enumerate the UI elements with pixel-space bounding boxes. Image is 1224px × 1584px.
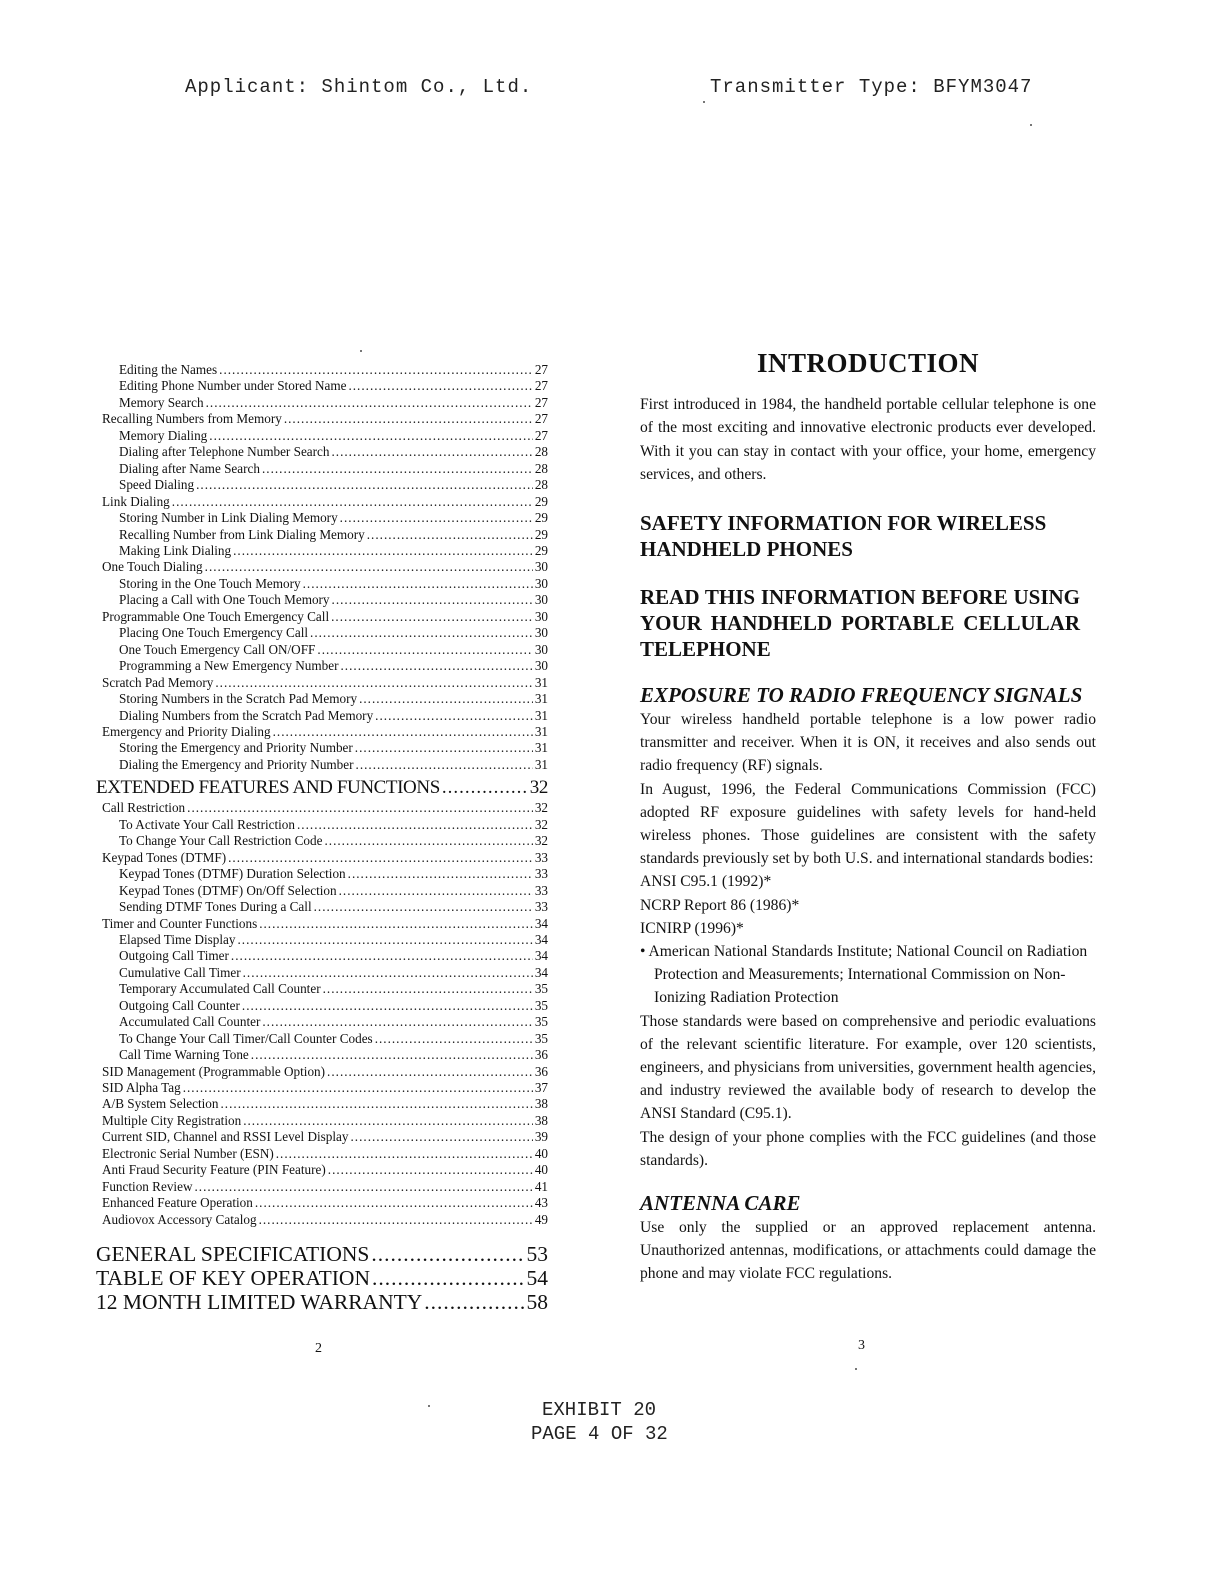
standard-ncrp: NCRP Report 86 (1986)* [640, 896, 800, 914]
toc-entry [96, 916, 548, 932]
toc-leader-dots [375, 1031, 533, 1047]
toc-entry-title: Speed Dialing [119, 477, 195, 493]
toc-entry [96, 1064, 548, 1080]
transmitter-header: Transmitter Type: BFYM3047 [710, 76, 1033, 98]
standards-footnote: • American National Standards Institute; National Council on Radiation Protection and Measurements; International Commission on Non-Ionizing Radiation Protection [640, 943, 1088, 1007]
toc-entry-title: Emergency and Priority Dialing [102, 723, 271, 739]
toc-leader-dots [310, 625, 533, 641]
toc-entry [96, 625, 548, 641]
toc-entry-title: SID Management (Programmable Option) [102, 1063, 326, 1079]
toc-entry [96, 510, 548, 526]
toc-leader-dots [348, 866, 533, 882]
toc-entry-page: 54 [526, 1266, 548, 1291]
toc-entry-page: 35 [534, 1014, 548, 1030]
introduction-column [640, 348, 1096, 1286]
toc-leader-dots [375, 708, 533, 724]
toc-entry-title: Anti Fraud Security Feature (PIN Feature) [102, 1162, 326, 1178]
toc-entry-title: Recalling Number from Link Dialing Memory [119, 526, 365, 542]
toc-entry-title: Placing a Call with One Touch Memory [119, 592, 330, 608]
toc-leader-dots [331, 609, 533, 625]
rf-paragraph-3: Those standards were based on comprehensive and periodic evaluations of the relevant scientific literature. For example, over 120 scientists, engineers, and physicians from universities, government health agencies, and industry reviewed the available body of research to develop the ANSI Standard (C95.1). [640, 1012, 1096, 1123]
toc-entry-title: Link Dialing [102, 493, 170, 509]
toc-entry [96, 1129, 548, 1145]
toc-entry-page: 31 [534, 756, 548, 772]
toc-leader-dots [351, 1129, 533, 1145]
toc-entry-title: Keypad Tones (DTMF) Duration Selection [119, 866, 346, 882]
left-page-number: 2 [315, 1341, 322, 1356]
toc-entry-page: 30 [534, 625, 548, 641]
toc-entry-title: Call Restriction [102, 800, 186, 816]
toc-entry-title: Function Review [102, 1178, 193, 1194]
toc-entry [96, 1146, 548, 1162]
toc-leader-dots [371, 1242, 524, 1266]
toc-entry [96, 817, 548, 833]
antenna-paragraph: Use only the supplied or an approved replacement antenna. Unauthorized antennas, modifications, or attachments could damage the phone and may violate FCC regulations. [640, 1219, 1096, 1283]
toc-entry-page: 33 [534, 899, 548, 915]
rf-paragraph-1: Your wireless handheld portable telephone is a low power radio transmitter and receiver. When it is ON, it receives and also sends out radio frequency (RF) signals. [640, 711, 1096, 775]
rf-paragraph-4: The design of your phone complies with the FCC guidelines (and those standards). [640, 1128, 1096, 1169]
toc-entry-page: 30 [534, 592, 548, 608]
toc-leader-dots [317, 642, 532, 658]
toc-leader-dots [314, 899, 533, 915]
toc-entry-page: 40 [534, 1162, 548, 1178]
toc-entry-page: 32 [534, 833, 548, 849]
toc-entry-page: 37 [534, 1080, 548, 1096]
toc-entry [96, 1290, 548, 1314]
toc-entry-title: Storing in the One Touch Memory [119, 575, 301, 591]
toc-leader-dots [340, 510, 533, 526]
toc-entry-page: 27 [534, 362, 548, 377]
toc-leader-dots [339, 883, 533, 899]
toc-entry [96, 592, 548, 608]
toc-entry-page: 30 [534, 575, 548, 591]
toc-leader-dots [332, 592, 533, 608]
rf-heading: EXPOSURE TO RADIO FREQUENCY SIGNALS [640, 683, 1083, 708]
toc-entry-title: Scratch Pad Memory [102, 674, 214, 690]
toc-leader-dots [194, 1179, 532, 1195]
toc-leader-dots [328, 1162, 533, 1178]
toc-entry-page: 30 [534, 559, 548, 575]
toc-entry [96, 1080, 548, 1096]
toc-leader-dots [206, 395, 533, 411]
toc-leader-dots [324, 833, 532, 849]
toc-entry-page: 30 [534, 608, 548, 624]
toc-entry-page: 28 [534, 444, 548, 460]
toc-entry [96, 1113, 548, 1129]
toc-entry-page: 32 [534, 816, 548, 832]
toc-entry [96, 494, 548, 510]
toc-entry [96, 362, 548, 378]
antenna-heading: ANTENNA CARE [640, 1191, 801, 1216]
exhibit-label: EXHIBIT 20 [542, 1399, 657, 1421]
toc-entry-page: 32 [534, 800, 548, 816]
exhibit-stamp [531, 1398, 668, 1446]
toc-entry [96, 395, 548, 411]
toc-entry-title: Recalling Numbers from Memory [102, 411, 282, 427]
toc-leader-dots [348, 378, 532, 394]
toc-leader-dots [367, 527, 533, 543]
toc-entry-title: Accumulated Call Counter [119, 1014, 261, 1030]
toc-leader-dots [231, 948, 533, 964]
toc-leader-dots [205, 559, 533, 575]
toc-entry-page: 33 [534, 866, 548, 882]
toc-entry-title: Memory Dialing [119, 427, 208, 443]
toc-entry-page: 31 [534, 707, 548, 723]
toc-entry [96, 642, 548, 658]
toc-entry [96, 965, 548, 981]
toc-entry-title: Enhanced Feature Operation [102, 1195, 253, 1211]
table-of-contents [96, 362, 548, 1314]
toc-entry-title: TABLE OF KEY OPERATION [96, 1266, 370, 1291]
toc-leader-dots [228, 850, 533, 866]
toc-leader-dots [238, 932, 533, 948]
toc-leader-dots [323, 981, 533, 997]
toc-leader-dots [372, 1266, 525, 1290]
toc-entry [96, 444, 548, 460]
toc-entry-title: Editing Phone Number under Stored Name [119, 378, 347, 394]
toc-entry [96, 833, 548, 849]
toc-entry [96, 866, 548, 882]
toc-entry-page: 39 [534, 1129, 548, 1145]
toc-leader-dots [284, 411, 533, 427]
toc-leader-dots [243, 965, 533, 981]
toc-leader-dots [219, 362, 533, 378]
toc-entry [96, 800, 548, 816]
toc-entry-page: 27 [534, 427, 548, 443]
toc-entry [96, 850, 548, 866]
toc-leader-dots [276, 1146, 533, 1162]
toc-entry [96, 1162, 548, 1178]
toc-entry-title: Dialing the Emergency and Priority Number [119, 756, 354, 772]
toc-entry-title: EXTENDED FEATURES AND FUNCTIONS [96, 777, 440, 799]
toc-entry-title: Keypad Tones (DTMF) On/Off Selection [119, 882, 337, 898]
applicant-header: Applicant: Shintom Co., Ltd. [185, 76, 533, 98]
toc-leader-dots [215, 675, 532, 691]
toc-entry [96, 1031, 548, 1047]
toc-entry-page: 36 [534, 1047, 548, 1063]
toc-entry-title: Call Time Warning Tone [119, 1047, 249, 1063]
toc-entry-page: 31 [534, 740, 548, 756]
toc-entry-page: 29 [534, 526, 548, 542]
toc-leader-dots [424, 1290, 524, 1314]
toc-leader-dots [172, 494, 533, 510]
toc-leader-dots [259, 1212, 533, 1228]
toc-entry-title: Programmable One Touch Emergency Call [102, 608, 330, 624]
toc-entry-page: 31 [534, 674, 548, 690]
toc-entry [96, 658, 548, 674]
toc-entry-title: 12 MONTH LIMITED WARRANTY [96, 1290, 423, 1315]
toc-entry-page: 49 [534, 1211, 548, 1227]
toc-entry [96, 675, 548, 691]
toc-entry [96, 1266, 548, 1290]
standard-ansi: ANSI C95.1 (1992)* [640, 873, 772, 891]
toc-entry-title: Sending DTMF Tones During a Call [119, 899, 312, 915]
toc-leader-dots [196, 477, 533, 493]
right-page-number: 3 [858, 1338, 865, 1353]
toc-leader-dots [331, 444, 532, 460]
toc-entry [96, 948, 548, 964]
safety-heading: SAFETY INFORMATION FOR WIRELESS HANDHELD PHONES [640, 511, 1047, 562]
toc-entry-title: One Touch Emergency Call ON/OFF [119, 641, 316, 657]
toc-entry-title: Cumulative Call Timer [119, 964, 241, 980]
toc-entry [96, 411, 548, 427]
toc-entry [96, 1179, 548, 1195]
toc-entry-page: 30 [534, 658, 548, 674]
toc-entry-page: 35 [534, 997, 548, 1013]
toc-entry [96, 757, 548, 773]
toc-entry-title: Memory Search [119, 394, 204, 410]
toc-entry-page: 34 [534, 915, 548, 931]
toc-entry-page: 31 [534, 723, 548, 739]
toc-entry-title: Temporary Accumulated Call Counter [119, 981, 321, 997]
toc-entry [96, 981, 548, 997]
toc-entry-title: Dialing after Name Search [119, 460, 260, 476]
toc-entry-title: Current SID, Channel and RSSI Level Display [102, 1129, 349, 1145]
toc-entry-title: Placing One Touch Emergency Call [119, 625, 309, 641]
toc-entry-page: 35 [534, 1030, 548, 1046]
toc-leader-dots [259, 916, 533, 932]
toc-entry [96, 1242, 548, 1266]
toc-major-sections [96, 1242, 548, 1314]
toc-entry-page: 27 [534, 411, 548, 427]
toc-entry-title: A/B System Selection [102, 1096, 219, 1112]
toc-entry [96, 1047, 548, 1063]
toc-entry [96, 740, 548, 756]
toc-entry-title: One Touch Dialing [102, 559, 203, 575]
toc-leader-dots [243, 1113, 533, 1129]
toc-entry-page: 32 [529, 777, 548, 799]
toc-leader-dots [255, 1195, 533, 1211]
toc-entry [96, 461, 548, 477]
toc-entry [96, 776, 548, 799]
toc-entry-title: Keypad Tones (DTMF) [102, 849, 227, 865]
toc-entry-title: Storing Number in Link Dialing Memory [119, 510, 338, 526]
toc-entry-page: 28 [534, 477, 548, 493]
toc-entry [96, 1014, 548, 1030]
standard-icnirp: ICNIRP (1996)* [640, 919, 744, 937]
toc-entry-page: 33 [534, 882, 548, 898]
toc-entry-page: 28 [534, 460, 548, 476]
toc-entry-title: Outgoing Call Counter [119, 997, 240, 1013]
toc-entry-title: To Activate Your Call Restriction [119, 816, 295, 832]
toc-leader-dots [327, 1064, 533, 1080]
toc-entry [96, 708, 548, 724]
toc-entry [96, 576, 548, 592]
toc-entry-title: Dialing Numbers from the Scratch Pad Memory [119, 707, 374, 723]
toc-entry [96, 428, 548, 444]
toc-entry [96, 378, 548, 394]
toc-entry [96, 1212, 548, 1228]
toc-entry [96, 543, 548, 559]
toc-entry [96, 1195, 548, 1211]
toc-leader-dots [341, 658, 533, 674]
toc-leader-dots [273, 724, 533, 740]
toc-entry [96, 998, 548, 1014]
toc-entry-page: 35 [534, 981, 548, 997]
toc-entry [96, 883, 548, 899]
toc-entry-page: 29 [534, 510, 548, 526]
toc-leader-dots [242, 998, 533, 1014]
toc-entry-page: 58 [526, 1290, 548, 1315]
toc-leader-dots [251, 1047, 533, 1063]
toc-entry-page: 41 [534, 1178, 548, 1194]
toc-leader-dots [221, 1096, 533, 1112]
toc-entry-page: 27 [534, 378, 548, 394]
toc-leader-dots [303, 576, 533, 592]
rf-paragraph-2: In August, 1996, the Federal Communications Commission (FCC) adopted RF exposure guidelines with safety levels for hand-held wireless phones. Those guidelines are consistent with the safety standards previously set by both U.S. and international standards bodies: [640, 780, 1096, 868]
toc-entry-title: Storing Numbers in the Scratch Pad Memory [119, 691, 358, 707]
toc-entry-page: 27 [534, 394, 548, 410]
toc-entry-title: Dialing after Telephone Number Search [119, 444, 330, 460]
toc-entry [96, 527, 548, 543]
toc-entry [96, 932, 548, 948]
toc-leader-dots [209, 428, 533, 444]
toc-entry-title: Storing the Emergency and Priority Number [119, 740, 353, 756]
toc-entry-title: Elapsed Time Display [119, 931, 236, 947]
toc-entry-title: To Change Your Call Restriction Code [119, 833, 323, 849]
toc-entry-title: Outgoing Call Timer [119, 948, 229, 964]
exhibit-page: PAGE 4 OF 32 [531, 1423, 668, 1445]
toc-entry-title: Electronic Serial Number (ESN) [102, 1145, 274, 1161]
toc-entry-page: 40 [534, 1145, 548, 1161]
intro-paragraph: First introduced in 1984, the handheld portable cellular telephone is one of the most exciting and innovative electronic products ever developed. With it you can stay in contact with your office, your home, emergency services, and others. [640, 396, 1096, 483]
toc-leader-dots [187, 800, 533, 816]
toc-entry-page: 34 [534, 964, 548, 980]
introduction-title: INTRODUCTION [756, 348, 980, 378]
toc-entry [96, 899, 548, 915]
toc-entry [96, 724, 548, 740]
toc-leader-dots [233, 543, 533, 559]
toc-leader-dots [442, 776, 528, 799]
toc-entry-page: 34 [534, 948, 548, 964]
toc-entry [96, 559, 548, 575]
toc-entry-page: 38 [534, 1112, 548, 1128]
toc-entry-title: Audiovox Accessory Catalog [102, 1211, 257, 1227]
toc-entry-page: 29 [534, 493, 548, 509]
toc-entry-page: 29 [534, 542, 548, 558]
toc-leader-dots [183, 1080, 533, 1096]
toc-leader-dots [356, 757, 533, 773]
toc-leader-dots [262, 1014, 532, 1030]
toc-leader-dots [359, 691, 533, 707]
toc-entry-title: Editing the Names [119, 362, 218, 377]
toc-entry-page: 38 [534, 1096, 548, 1112]
toc-entry-title: SID Alpha Tag [102, 1080, 181, 1096]
toc-leader-dots [297, 817, 533, 833]
toc-entry [96, 691, 548, 707]
toc-entry-page: 34 [534, 931, 548, 947]
toc-entry-page: 36 [534, 1063, 548, 1079]
toc-entry-page: 53 [526, 1242, 548, 1267]
toc-leader-dots [355, 740, 533, 756]
toc-entry-title: To Change Your Call Timer/Call Counter Codes [119, 1030, 373, 1046]
toc-entry [96, 609, 548, 625]
toc-entry-title: Timer and Counter Functions [102, 915, 258, 931]
toc-entry-page: 30 [534, 641, 548, 657]
toc-entry-title: Programming a New Emergency Number [119, 658, 339, 674]
toc-entry-title: Making Link Dialing [119, 542, 232, 558]
toc-entry-page: 31 [534, 691, 548, 707]
toc-entry [96, 1096, 548, 1112]
toc-entry-title: Multiple City Registration [102, 1112, 242, 1128]
toc-entry [96, 477, 548, 493]
toc-entry-title: GENERAL SPECIFICATIONS [96, 1242, 370, 1267]
read-heading: READ THIS INFORMATION BEFORE USING YOUR HANDHELD PORTABLE CELLULAR TELEPHONE [640, 585, 1080, 662]
toc-entry-page: 43 [534, 1195, 548, 1211]
toc-leader-dots [262, 461, 533, 477]
toc-entry-page: 33 [534, 849, 548, 865]
